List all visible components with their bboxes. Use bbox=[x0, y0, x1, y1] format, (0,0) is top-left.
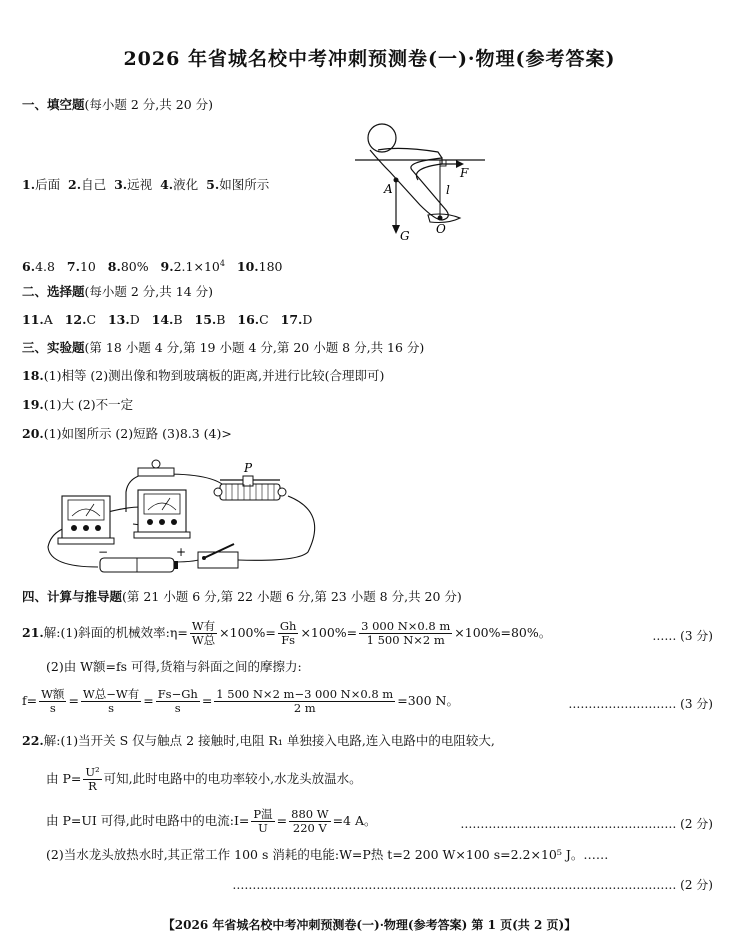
q22-text: 由 P= bbox=[46, 771, 82, 786]
fraction-num: U² bbox=[85, 765, 100, 779]
fraction bbox=[278, 620, 299, 647]
q3-number: 3. bbox=[114, 177, 128, 192]
section-2-heading: 二、选择题 bbox=[22, 284, 85, 299]
q17-number: 17. bbox=[280, 312, 303, 327]
q6-number: 6. bbox=[22, 259, 36, 275]
q8-number: 8. bbox=[107, 259, 121, 275]
q14-number: 14. bbox=[151, 312, 174, 327]
answers-11-17 bbox=[22, 312, 312, 328]
q18 bbox=[22, 368, 384, 384]
fraction bbox=[359, 620, 452, 647]
label-F: F bbox=[460, 166, 469, 180]
q21-text: 解:(1)斜面的机械效率:η= bbox=[43, 625, 188, 640]
battery-minus: − bbox=[98, 545, 109, 559]
q15-number: 15. bbox=[194, 312, 217, 327]
rheostat bbox=[214, 461, 286, 500]
section-2-note: (每小题 2 分,共 14 分) bbox=[84, 284, 213, 299]
q9-number: 9. bbox=[160, 259, 174, 275]
q13-answer: D bbox=[129, 312, 140, 327]
q15-answer: B bbox=[216, 312, 226, 327]
q21-line-1 bbox=[22, 620, 551, 647]
fraction-num: Fs−Gh bbox=[157, 687, 198, 701]
q21-text: ×100%= bbox=[219, 625, 276, 640]
q21-text: f= bbox=[22, 693, 38, 708]
fraction-den: W总 bbox=[191, 633, 216, 647]
q21-text: ×100%= bbox=[300, 625, 358, 640]
q19-number: 19. bbox=[22, 397, 44, 412]
voltmeter bbox=[58, 496, 114, 544]
knife-switch bbox=[198, 544, 238, 568]
fraction-num: W有 bbox=[191, 619, 216, 633]
fraction bbox=[39, 688, 66, 715]
fraction bbox=[81, 688, 141, 715]
q22-score-1: ……………………………………………… (2 分) bbox=[460, 817, 713, 831]
q17-answer: D bbox=[302, 312, 313, 327]
label-O: O bbox=[436, 222, 446, 236]
q21-line-3 bbox=[22, 688, 459, 715]
q22-text: =4 A。 bbox=[332, 813, 377, 828]
q11-answer: A bbox=[43, 312, 53, 327]
battery bbox=[98, 545, 186, 572]
q18-number: 18. bbox=[22, 368, 44, 383]
q22-number: 22. bbox=[22, 733, 44, 748]
page-title: 2026 年省城名校中考冲刺预测卷(一)·物理(参考答案) bbox=[123, 48, 616, 70]
ammeter bbox=[134, 490, 190, 538]
q21-text: = bbox=[68, 693, 79, 708]
q21-score-1: …… (3 分) bbox=[652, 629, 713, 643]
q16-number: 16. bbox=[237, 312, 260, 327]
label-l: l bbox=[446, 183, 450, 197]
q21-score-2: ……………………… (3 分) bbox=[568, 697, 713, 711]
fraction-num: 1 500 N×2 m−3 000 N×0.8 m bbox=[216, 687, 394, 701]
fraction-den: s bbox=[174, 701, 181, 715]
fraction-den: 220 V bbox=[292, 821, 327, 835]
q19 bbox=[22, 397, 133, 413]
section-4-heading: 四、计算与推导题 bbox=[22, 589, 123, 604]
q4-number: 4. bbox=[160, 177, 174, 192]
q18-answer: (1)相等 (2)测出像和物到玻璃板的距离,并进行比较(合理即可) bbox=[43, 368, 385, 383]
q4-answer: 液化 bbox=[173, 177, 199, 192]
q22-line-4: (2)当水龙头放热水时,其正常工作 100 s 消耗的电能:W=P热 t=2 200 W×100 s=2.2×10⁵ J。…… bbox=[46, 847, 609, 862]
q21-text: = bbox=[143, 693, 154, 708]
q12-answer: C bbox=[86, 312, 97, 327]
fraction-den: 2 m bbox=[293, 701, 316, 715]
fraction-num: W额 bbox=[41, 687, 65, 701]
q20 bbox=[22, 426, 232, 442]
section-3 bbox=[22, 340, 424, 356]
circuit-figure bbox=[38, 452, 338, 580]
q22-line-2 bbox=[46, 766, 362, 793]
fraction-num: 880 W bbox=[291, 807, 329, 821]
fraction bbox=[251, 808, 274, 835]
section-3-note: (第 18 小题 4 分,第 19 小题 4 分,第 20 小题 8 分,共 16 分) bbox=[84, 340, 425, 355]
fraction-den: s bbox=[49, 701, 56, 715]
fraction-num: 3 000 N×0.8 m bbox=[361, 619, 451, 633]
q9-exponent: 4 bbox=[219, 259, 225, 268]
section-3-heading: 三、实验题 bbox=[22, 340, 85, 355]
label-A: A bbox=[384, 182, 393, 196]
fraction bbox=[156, 688, 200, 715]
fraction-den: U bbox=[258, 821, 268, 835]
fraction bbox=[289, 808, 330, 835]
q5-answer: 如图所示 bbox=[219, 177, 270, 192]
q7-answer: 10 bbox=[79, 259, 96, 275]
q20-number: 20. bbox=[22, 426, 44, 441]
q22-text: 解:(1)当开关 S 仅与触点 2 接触时,电阻 R₁ 单独接入电路,连入电路中的电阻较大, bbox=[43, 733, 495, 748]
q22-score-2: ………………………………………………………………………………………………… (2 分) bbox=[232, 878, 713, 892]
q6-answer: 4.8 bbox=[35, 259, 55, 275]
q20-answer: (1)如图所示 (2)短路 (3)8.3 (4)> bbox=[43, 426, 232, 441]
section-1-heading: 一、填空题 bbox=[22, 97, 85, 112]
rheostat-label: P bbox=[244, 461, 253, 475]
q8-answer: 80% bbox=[120, 259, 149, 275]
label-G: G bbox=[400, 229, 410, 243]
q10-answer: 180 bbox=[258, 259, 283, 275]
q10-number: 10. bbox=[236, 259, 259, 275]
q22-text: 由 P=UI 可得,此时电路中的电流:I= bbox=[46, 813, 250, 828]
section-1-note: (每小题 2 分,共 20 分) bbox=[84, 97, 213, 112]
fraction bbox=[83, 766, 101, 793]
page-footer: 【2026 年省城名校中考冲刺预测卷(一)·物理(参考答案) 第 1 页(共 2 页)】 bbox=[162, 918, 577, 932]
q2-answer: 自己 bbox=[81, 177, 107, 192]
q14-answer: B bbox=[173, 312, 183, 327]
q13-number: 13. bbox=[107, 312, 130, 327]
q1-number: 1. bbox=[22, 177, 36, 192]
fraction-den: Fs bbox=[281, 633, 296, 647]
q22-line-1 bbox=[22, 733, 495, 749]
fraction-den: R bbox=[88, 779, 97, 793]
fraction bbox=[190, 620, 217, 647]
answers-1-5 bbox=[22, 177, 269, 193]
section-1 bbox=[22, 97, 213, 113]
q12-number: 12. bbox=[64, 312, 87, 327]
section-2 bbox=[22, 284, 213, 300]
q11-number: 11. bbox=[22, 312, 44, 327]
q2-number: 2. bbox=[68, 177, 82, 192]
q22-line-3 bbox=[46, 808, 377, 835]
fraction-num: W总−W有 bbox=[82, 687, 140, 701]
q21-number: 21. bbox=[22, 625, 44, 640]
q22-text: = bbox=[276, 813, 288, 828]
q3-answer: 远视 bbox=[127, 177, 153, 192]
q21-line-2: (2)由 W额=fs 可得,货箱与斜面之间的摩擦力: bbox=[46, 659, 302, 674]
q5-number: 5. bbox=[206, 177, 220, 192]
q9-answer: 2.1×10 bbox=[173, 259, 220, 275]
battery-plus: + bbox=[176, 545, 187, 559]
q19-answer: (1)大 (2)不一定 bbox=[43, 397, 134, 412]
q7-number: 7. bbox=[66, 259, 80, 275]
q21-text: ×100%=80%。 bbox=[454, 625, 552, 640]
lever-figure bbox=[350, 120, 490, 245]
fraction-den: s bbox=[108, 701, 115, 715]
q1-answer: 后面 bbox=[35, 177, 61, 192]
q16-answer: C bbox=[259, 312, 269, 327]
fraction-den: 1 500 N×2 m bbox=[366, 633, 445, 647]
fraction-num: Gh bbox=[279, 619, 297, 633]
section-4 bbox=[22, 589, 462, 605]
q21-text: = bbox=[201, 693, 213, 708]
q22-text: 可知,此时电路中的电功率较小,水龙头放温水。 bbox=[103, 771, 362, 786]
answers-6-10 bbox=[22, 256, 283, 275]
fraction bbox=[214, 688, 395, 715]
q21-text: =300 N。 bbox=[397, 693, 459, 708]
fraction-num: P温 bbox=[253, 807, 273, 821]
section-4-note: (第 21 小题 6 分,第 22 小题 6 分,第 23 小题 8 分,共 20 分) bbox=[122, 589, 462, 604]
